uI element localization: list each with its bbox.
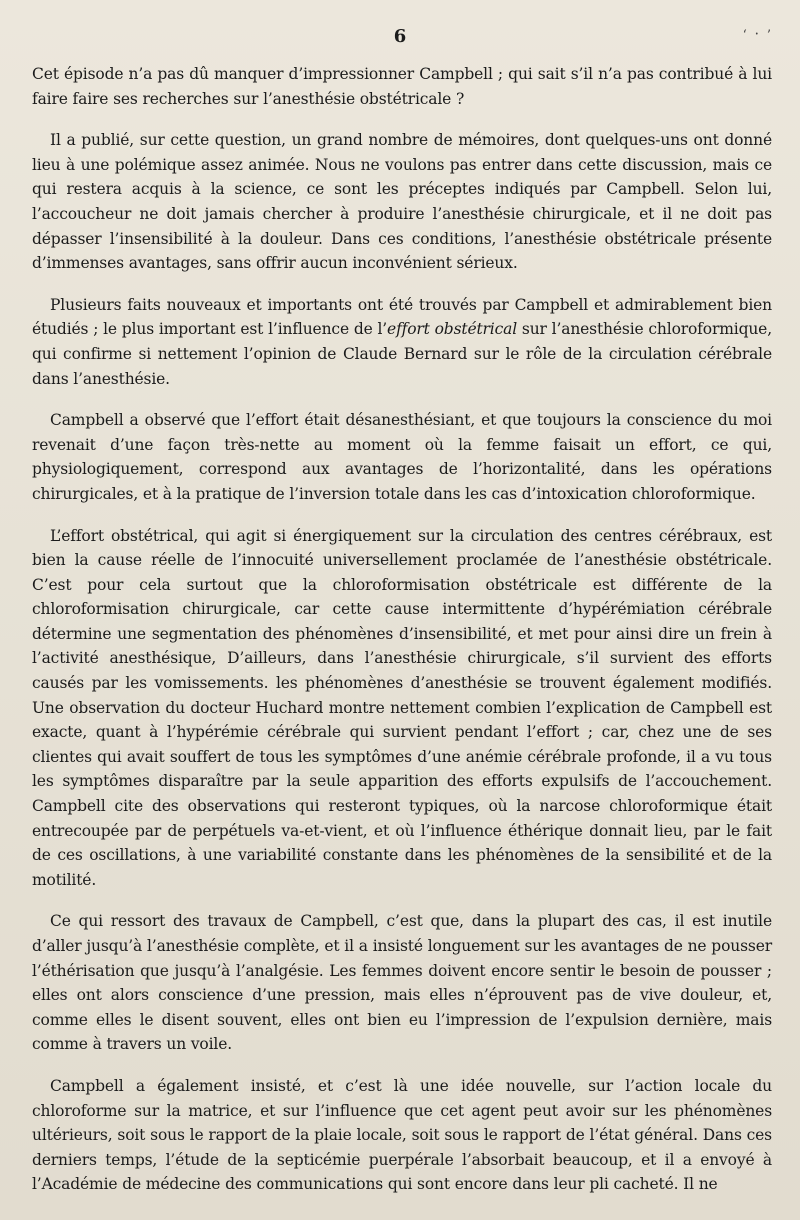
paragraph-7: Campbell a également insisté, et c’est là une idée nouvelle, sur l’action locale du chloroforme sur la matrice, et sur l’influence que cet agent peut avoir sur les phénomènes ultérieurs, soit sous le rapport de la plaie locale, soit sous le rapport de l’état général. Dans ces derniers temps, l’étude de la septicémie puerpérale l’absorbait beaucoup, et il a envoyé à l’Académie de médecine des communications qui sont encore dans leur pli cacheté. Il ne [32,1076,772,1194]
paragraph-3-text-before: Plusieurs faits nouveaux et importants ont été trouvés par Campbell et admirablement bien étudiés ; le plus important est l’influence de l’ [32,295,772,339]
corner-mark: ‘ ᛫ ’ [742,28,772,43]
paragraph-6: Ce qui ressort des travaux de Campbell, c’est que, dans la plupart des cas, il est inutile d’aller jusqu’à l’anesthésie complète, et il a insisté longuement sur les avantages de ne pousser l’éthérisation que jusqu’à l’analgésie. Les femmes doivent encore sentir le besoin de pousser ; elles ont alors conscience d’une pression, mais elles n’éprouvent pas de vive douleur, et, comme elles le disent souvent, elles ont bien eu l’impression de l’expulsion dernière, mais comme à travers un voile. [32,912,772,1054]
paragraph-2: Il a publié, sur cette question, un grand nombre de mémoires, dont quelques-uns ont donné lieu à une polémique assez animée. Nous ne voulons pas entrer dans cette discussion, mais ce qui restera acquis à la science, ce sont les préceptes indiqués par Campbell. Selon lui, l’accoucheur ne doit jamais chercher à produire l’anesthésie chirurgicale, et il ne doit pas dépasser l’insensibilité à la douleur. Dans ces conditions, l’anesthésie obstétricale présente d’immenses avantages, sans offrir aucun inconvénient sérieux. [32,131,772,273]
paragraph-3-text-after: sur l’anesthésie chloroformique, qui confirme si nettement l’opinion de Claude Bernard sur le rôle de la circulation cérébrale dans l’anesthésie. [32,320,772,388]
paragraph-1: Cet épisode n’a pas dû manquer d’impressionner Campbell ; qui sait s’il n’a pas contribué à lui faire faire ses recherches sur l’anesthésie obstétricale ? [32,65,772,108]
paragraph-3 [32,293,772,391]
paragraph-4: Campbell a observé que l’effort était désanesthésiant, et que toujours la conscience du moi revenait d’une façon très-nette au moment où la femme faisait un effort, ce qui, physiologiquement, correspond aux avantages de l’horizontalité, dans les opérations chirurgicales, et à la pratique de l’inversion totale dans les cas d’intoxication chloroformique. [32,411,772,503]
paragraph-5: L’effort obstétrical, qui agit si énergiquement sur la circulation des centres cérébraux, est bien la cause réelle de l’innocuité universellement proclamée de l’anesthésie obstétricale. C’est pour cela surtout que la chloroformisation obstétricale est différente de la chloroformisation chirurgicale, car cette cause intermittente d’hypérémiation cérébrale détermine une segmentation des phénomènes d’insensibilité, et met pour ainsi dire un frein à l’activité anesthésique, D’ailleurs, dans l’anesthésie chirurgicale, s’il survient des efforts causés par les vomissements. les phénomènes d’anesthésie se trouvent également modifiés. Une observation du docteur Huchard montre nettement combien l’explication de Campbell est exacte, quant à l’hypérémie cérébrale qui survient pendant l’effort ; car, chez une de ses clientes qui avait souffert de tous les symptômes d’une anémie cérébrale profonde, il a vu tous les symptômes disparaître par la seule apparition des efforts expulsifs de l’accouchement. Campbell cite des observations qui resteront typiques, où la narcose chloroformique était entrecoupée par de perpétuels va-et-vient, et où l’influence éthérique donnait lieu, par le fait de ces oscillations, à une variabilité constante dans les phénomènes de la sensibilité et de la motilité. [32,526,772,889]
emphasis-effort-obstetrical: effort obstétrical [387,320,518,339]
page-number: 6 [393,26,407,47]
body-text [32,62,772,1214]
